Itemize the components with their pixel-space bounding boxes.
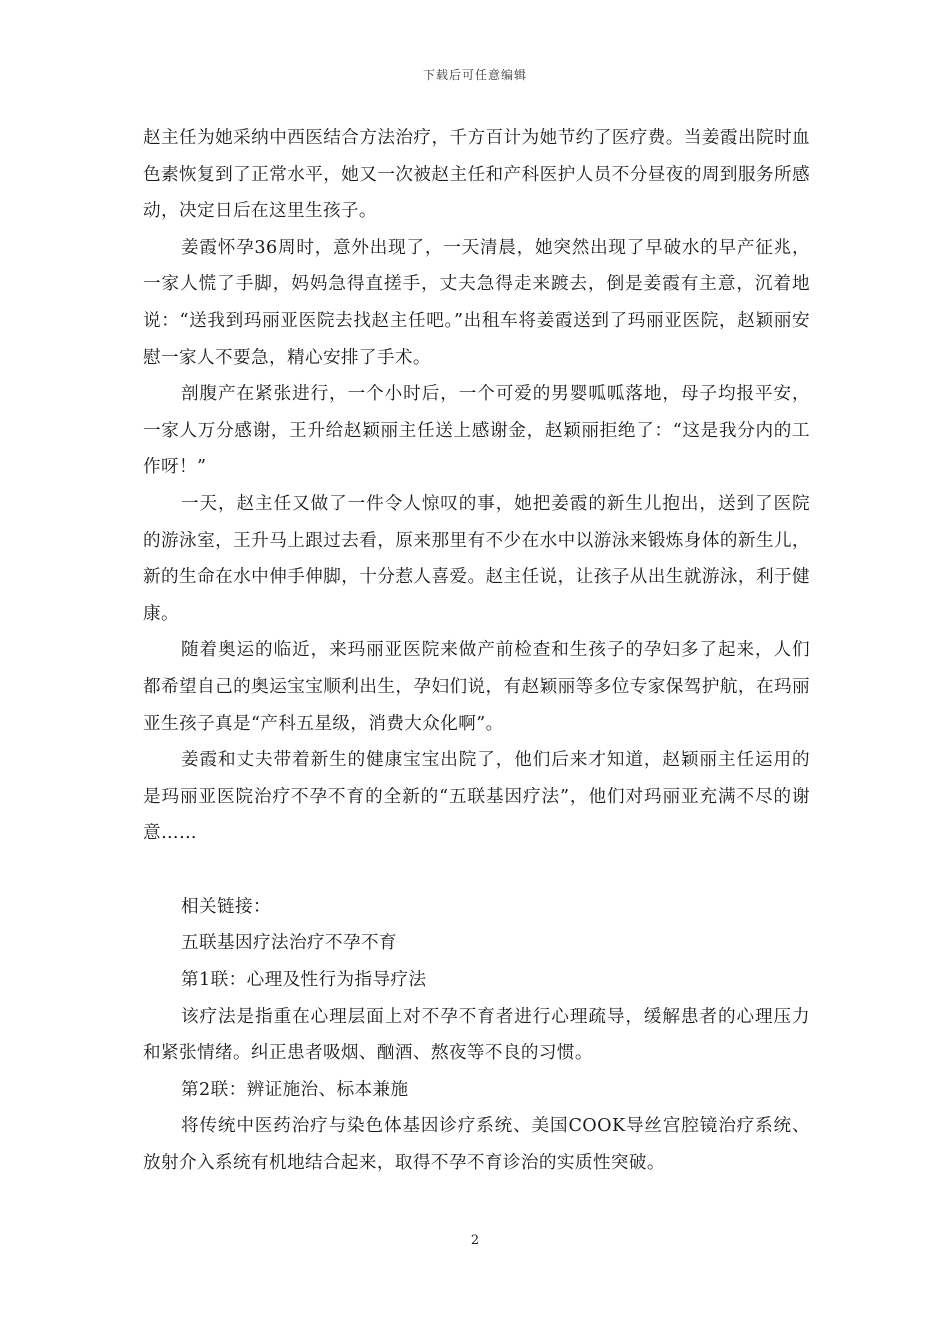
document-body [143,120,810,1182]
item1-title: 第1联：心理及性行为指导疗法 [181,970,427,991]
section-spacer [143,852,810,889]
paragraph-olympics: 随着奥运的临近，来玛丽亚医院来做产前检查和生孩子的孕妇多了起来，人们都希望自己的奥运宝宝顺利出生，孕妇们说，有赵颖丽等多位专家保驾护航，在玛丽亚生孩子真是“产科五星级，消费大众化啊”。 [143,640,810,734]
item1-text: 该疗法是指重在心理层面上对不孕不育者进行心理疏导，缓解患者的心理压力和紧张情绪。纠正患者吸烟、酗酒、熬夜等不良的习惯。 [143,1006,810,1064]
links-title: 五联基因疗法治疗不孕不育 [181,933,397,954]
page-header-note: 下载后可任意编辑 [422,68,527,82]
paragraph-swimming-room: 一天，赵主任又做了一件令人惊叹的事，她把姜霞的新生儿抱出，送到了医院的游泳室，王升马上跟过去看，原来那里有不少在水中以游泳来锻炼身体的新生儿，新的生命在水中伸手伸脚，十分惹人喜爱。赵主任说，让孩子从出生就游泳，利于健康。 [143,493,810,624]
paragraph-continuation: 赵主任为她采纳中西医结合方法治疗，千方百计为她节约了医疗费。当姜霞出院时血色素恢复到了正常水平，她又一次被赵主任和产科医护人员不分昼夜的周到服务所感动，决定日后在这里生孩子。 [143,128,810,222]
paragraph-cesarean: 剖腹产在紧张进行，一个小时后，一个可爱的男婴呱呱落地，母子均报平安，一家人万分感谢，王升给赵颖丽主任送上感谢金，赵颖丽拒绝了：“这是我分内的工作呀！” [143,384,810,478]
paragraph-discharge: 姜霞和丈夫带着新生的健康宝宝出院了，他们后来才知道，赵颖丽主任运用的是玛丽亚医院治疗不孕不育的全新的“五联基因疗法”，他们对玛丽亚充满不尽的谢意…… [143,750,810,844]
page-number: 2 [470,1233,480,1248]
paragraph-early-labor: 姜霞怀孕36周时，意外出现了，一天清晨，她突然出现了早破水的早产征兆，一家人慌了手脚，妈妈急得直搓手，丈夫急得走来踱去，倒是姜霞有主意，沉着地说：“送我到玛丽亚医院去找赵主任吧。”出租车将姜霞送到了玛丽亚医院，赵颖丽安慰一家人不要急，精心安排了手术。 [143,237,810,368]
links-heading: 相关链接： [181,896,271,917]
item2-title: 第2联：辨证施治、标本兼施 [181,1079,409,1100]
item2-text: 将传统中医药治疗与染色体基因诊疗系统、美国COOK导丝宫腔镜治疗系统、放射介入系统有机地结合起来，取得不孕不育诊治的实质性突破。 [143,1116,810,1174]
